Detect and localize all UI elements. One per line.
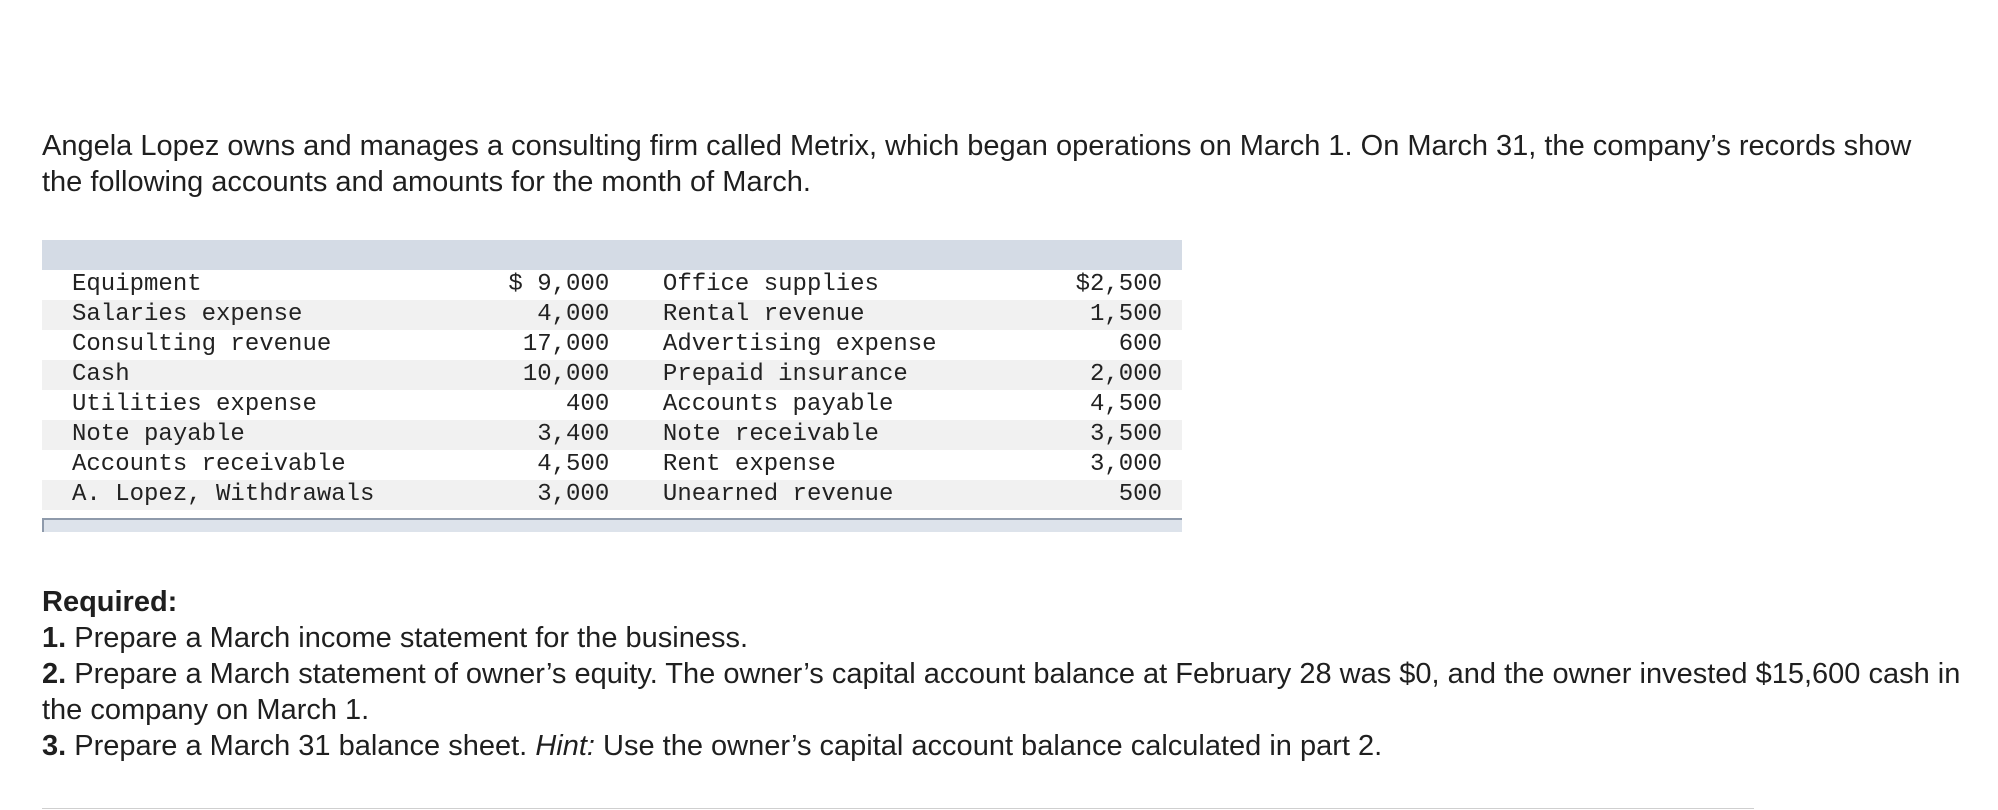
account-name: Accounts payable [663, 390, 1039, 420]
account-name: Advertising expense [663, 330, 1039, 360]
column-gap [609, 480, 663, 510]
column-gap [609, 330, 663, 360]
account-name: Cash [42, 360, 391, 390]
hint-text: Use the owner’s capital account balance calculated in part 2. [594, 730, 1383, 762]
account-name: Prepaid insurance [663, 360, 1039, 390]
account-amount: 17,000 [391, 330, 609, 360]
account-amount: 3,000 [391, 480, 609, 510]
item-text: Prepare a March statement of owner’s equity. The owner’s capital account balance at February 28 was $0, and the owner invested $15,600 cash in the company on March 1. [42, 658, 1961, 726]
account-amount: $ 9,000 [391, 270, 609, 300]
account-amount: 1,500 [1039, 300, 1182, 330]
column-gap [609, 450, 663, 480]
item-number: 3. [42, 730, 67, 762]
account-amount: 2,000 [1039, 360, 1182, 390]
table-footer-bar [42, 518, 1182, 532]
account-amount: 600 [1039, 330, 1182, 360]
account-amount: 4,500 [1039, 390, 1182, 420]
account-name: Consulting revenue [42, 330, 391, 360]
required-item-3 [42, 728, 1962, 764]
account-amount: 3,000 [1039, 450, 1182, 480]
account-name: Rent expense [663, 450, 1039, 480]
column-gap [609, 390, 663, 420]
account-name: Salaries expense [42, 300, 391, 330]
table-row [42, 330, 1182, 360]
required-title: Required: [42, 586, 178, 618]
column-gap [609, 300, 663, 330]
table-row [42, 270, 1182, 300]
column-gap [609, 420, 663, 450]
account-name: Note receivable [663, 420, 1039, 450]
required-item-2 [42, 656, 1962, 728]
account-name: Rental revenue [663, 300, 1039, 330]
table-row [42, 480, 1182, 510]
table-row [42, 420, 1182, 450]
table-row [42, 450, 1182, 480]
account-amount: 10,000 [391, 360, 609, 390]
item-text: Prepare a March income statement for the business. [66, 622, 749, 654]
account-amount: 4,500 [391, 450, 609, 480]
table-row [42, 390, 1182, 420]
item-text: Prepare a March 31 balance sheet. [66, 730, 536, 762]
account-name: Equipment [42, 270, 391, 300]
account-name: Unearned revenue [663, 480, 1039, 510]
problem-intro: Angela Lopez owns and manages a consulting firm called Metrix, which began operations on March 1. On March 31, the company’s records show the following accounts and amounts for the month of March. [42, 130, 1912, 198]
required-item-1 [42, 620, 1962, 656]
account-amount: $2,500 [1039, 270, 1182, 300]
bottom-divider [42, 808, 1754, 809]
account-amount: 3,500 [1039, 420, 1182, 450]
required-section [42, 584, 1962, 764]
column-gap [609, 360, 663, 390]
account-amount: 500 [1039, 480, 1182, 510]
accounts-grid [42, 270, 1182, 510]
column-gap [609, 270, 663, 300]
account-amount: 4,000 [391, 300, 609, 330]
account-name: Note payable [42, 420, 391, 450]
account-name: Accounts receivable [42, 450, 391, 480]
item-number: 2. [42, 658, 67, 690]
accounts-table [42, 240, 1182, 532]
account-name: Office supplies [663, 270, 1039, 300]
account-amount: 3,400 [391, 420, 609, 450]
account-amount: 400 [391, 390, 609, 420]
hint-label: Hint: [535, 730, 595, 762]
table-row [42, 360, 1182, 390]
account-name: Utilities expense [42, 390, 391, 420]
account-name: A. Lopez, Withdrawals [42, 480, 391, 510]
item-number: 1. [42, 622, 67, 654]
table-row [42, 300, 1182, 330]
table-header-bar [42, 240, 1182, 270]
